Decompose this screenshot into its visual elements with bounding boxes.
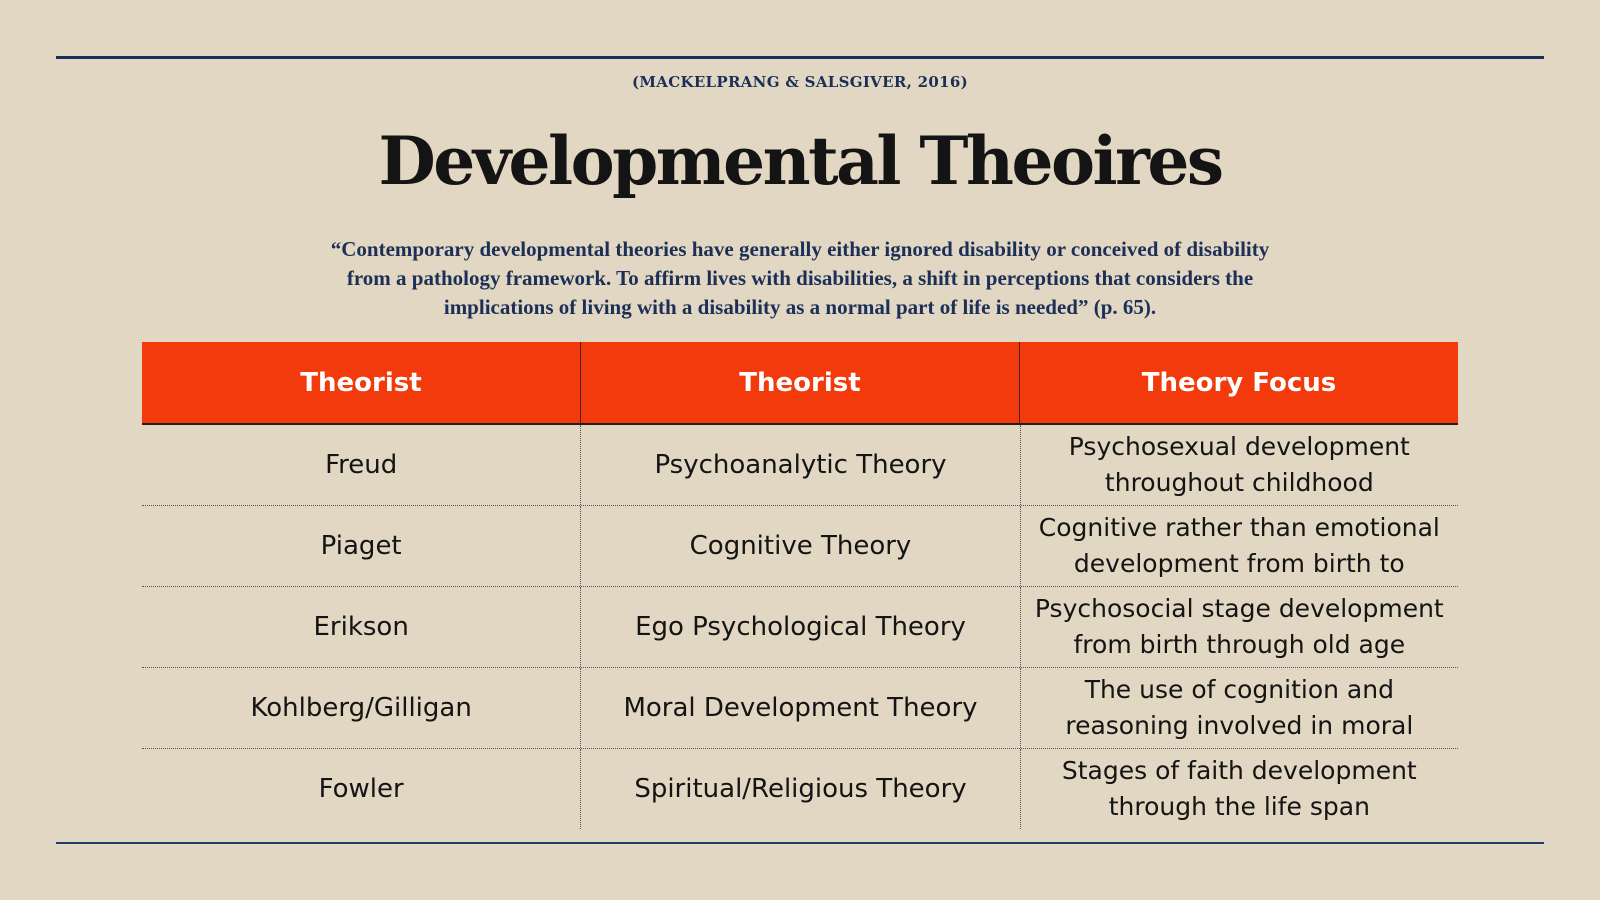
cell-focus-text: The use of cognition and reasoning involved in moral	[1065, 675, 1414, 740]
top-rule	[56, 56, 1544, 59]
table-row	[142, 668, 1458, 749]
citation: (MACKELPRANG & SALSGIVER, 2016)	[632, 73, 968, 91]
table-row	[142, 749, 1458, 829]
table-row	[142, 587, 1458, 668]
cell-focus-text: Stages of faith development through the life span	[1061, 756, 1417, 821]
cell-focus-text: Psychosocial stage development from birth through old age	[1034, 594, 1444, 659]
theories-table	[142, 342, 1458, 829]
cell-focus-text: Cognitive rather than emotional development from birth to	[1038, 513, 1440, 578]
bottom-rule	[56, 842, 1544, 844]
cell-theory: Spiritual/Religious Theory	[580, 749, 1019, 829]
cell-focus	[1020, 749, 1458, 829]
cell-theorist: Piaget	[320, 531, 402, 561]
cell-theorist: Kohlberg/Gilligan	[250, 693, 472, 723]
header-theory: Theorist	[580, 342, 1019, 423]
header-theory-focus: Theory Focus	[1019, 342, 1458, 423]
header-theorist: Theorist	[300, 367, 422, 398]
cell-theory: Ego Psychological Theory	[580, 587, 1019, 667]
table-row	[142, 425, 1458, 506]
cell-focus	[1020, 506, 1458, 586]
table-header-row	[142, 342, 1458, 425]
table-row	[142, 506, 1458, 587]
cell-focus	[1020, 425, 1458, 505]
cell-theorist: Fowler	[318, 774, 404, 804]
slide-title: Developmental Theoires	[378, 122, 1222, 200]
cell-focus-text: Psychosexual development throughout childhood	[1068, 432, 1410, 497]
quote-text: “Contemporary developmental theories have generally either ignored disability or conceived of disability from a pathology framework. To affirm lives with disabilities, a shift in perceptions that considers the implications of living with a disability as a normal part of life is needed” (p. 65).	[330, 237, 1270, 319]
cell-focus	[1020, 668, 1458, 748]
cell-theory: Moral Development Theory	[580, 668, 1019, 748]
cell-theory: Cognitive Theory	[580, 506, 1019, 586]
cell-theory: Psychoanalytic Theory	[580, 425, 1019, 505]
cell-theorist: Freud	[325, 450, 398, 480]
cell-theorist: Erikson	[313, 612, 409, 642]
cell-focus	[1020, 587, 1458, 667]
